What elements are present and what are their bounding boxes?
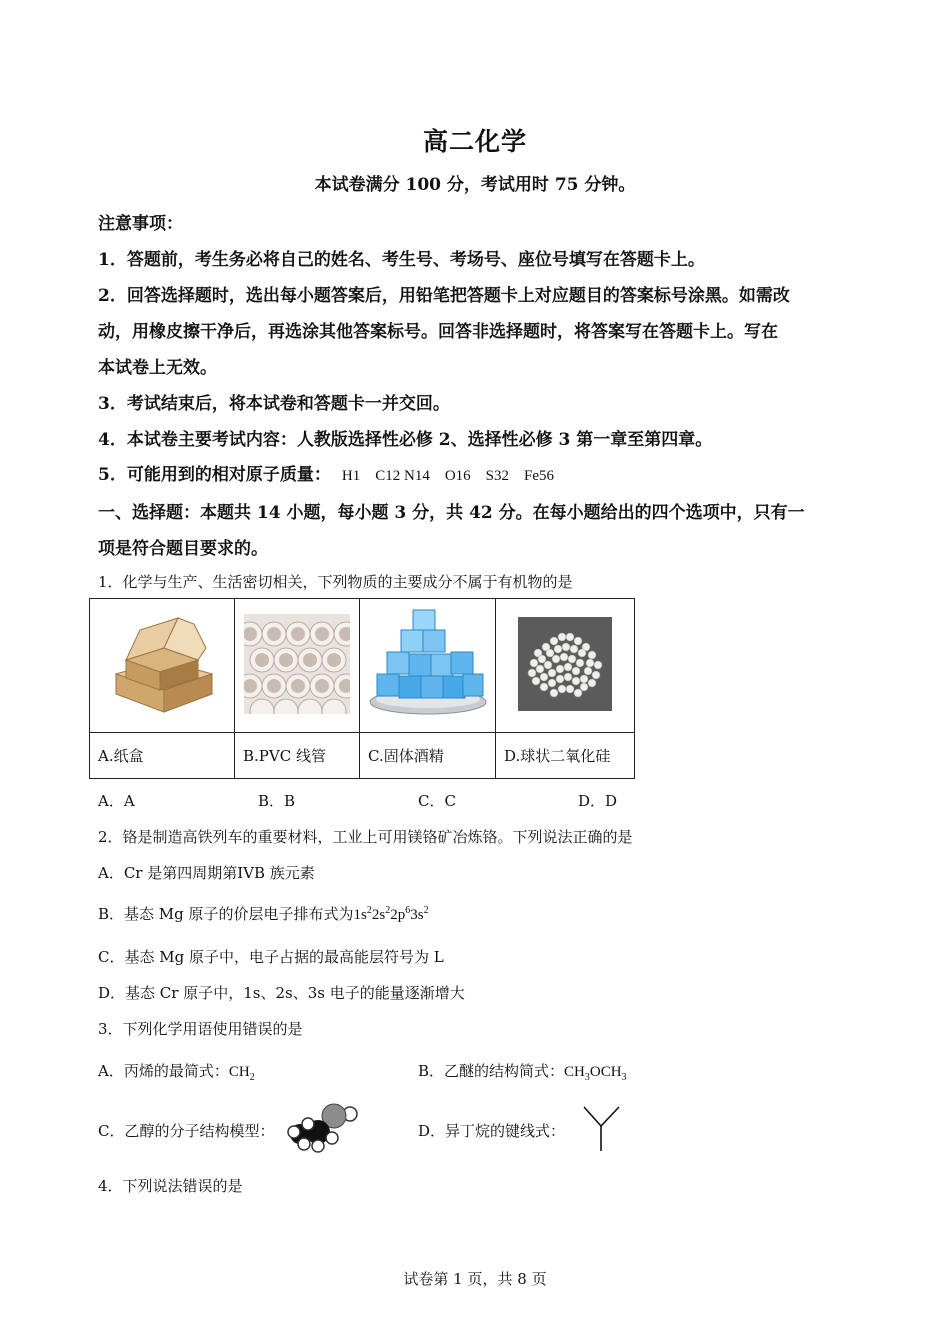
atomic-masses: H1 C12 N14 O16 S32 Fe56 xyxy=(341,468,555,484)
pvc-pipes-image xyxy=(244,614,350,714)
question-1-stem: 1．化学与生产、生活密切相关，下列物质的主要成分不属于有机物的是 xyxy=(98,573,573,591)
propene-empirical-formula: $CH_2$ xyxy=(228,1064,255,1083)
notice-item-5 xyxy=(98,460,554,485)
question-3-stem: 3．下列化学用语使用错误的是 xyxy=(98,1020,303,1038)
q1-option-c: C．C xyxy=(418,792,456,810)
ether-structural-formula: $CH_3OCH_3$ xyxy=(564,1064,627,1083)
electron-config-formula: $1s^22s^22p^63s^2$ xyxy=(353,905,429,923)
q3-option-b-text: B．乙醚的结构简式： xyxy=(418,1062,565,1080)
q1-cell-b-image xyxy=(235,599,360,733)
notice-heading: 注意事项： xyxy=(98,214,183,234)
exam-subtitle: 本试卷满分 100 分，考试用时 75 分钟。 xyxy=(314,175,636,195)
q1-option-d: D．D xyxy=(578,792,618,810)
question-4-stem: 4．下列说法错误的是 xyxy=(98,1177,243,1195)
section-1-heading-cont: 项是符合题目要求的。 xyxy=(98,539,268,559)
q3-option-d: D．异丁烷的键线式： xyxy=(418,1122,566,1140)
q1-label-b: B.PVC 线管 xyxy=(235,733,360,779)
section-1-heading: 一、选择题：本题共 14 小题，每小题 3 分，共 42 分。在每小题给出的四个选项中，只有一 xyxy=(98,503,805,523)
q2-option-c: C．基态 Mg 原子中，电子占据的最高能层符号为 L xyxy=(98,948,444,966)
notice-item-1: 1．答题前，考生务必将自己的姓名、考生号、考场号、座位号填写在答题卡上。 xyxy=(98,250,705,270)
q3-option-a-text: A．丙烯的最简式： xyxy=(98,1062,229,1080)
notice-item-3: 3．考试结束后，将本试卷和答题卡一并交回。 xyxy=(98,394,450,414)
q2-option-b xyxy=(98,903,429,924)
notice-item-2: 2．回答选择题时，选出每小题答案后，用铅笔把答题卡上对应题目的答案标号涂黑。如需改 xyxy=(98,286,790,306)
q1-cell-d-image xyxy=(496,599,635,733)
q1-option-a: A．A xyxy=(98,792,135,810)
q1-label-c: C.固体酒精 xyxy=(360,733,496,779)
notice-item-2-end: 本试卷上无效。 xyxy=(98,358,217,378)
q1-material-table xyxy=(89,598,635,779)
question-2-stem: 2．铬是制造高铁列车的重要材料，工业上可用镁铬矿冶炼铬。下列说法正确的是 xyxy=(98,828,633,846)
notice-item-5-label: 5．可能用到的相对原子质量： xyxy=(98,465,331,485)
notice-item-2-cont: 动，用橡皮擦干净后，再选涂其他答案标号。回答非选择题时，将答案写在答题卡上。写在 xyxy=(98,322,778,342)
page-title: 高二化学 xyxy=(422,127,527,156)
q3-option-b xyxy=(418,1060,627,1083)
page-footer: 试卷第 1 页，共 8 页 xyxy=(403,1270,547,1288)
q2-option-a: A．Cr 是第四周期第IVB 族元素 xyxy=(98,864,315,882)
solid-alcohol-image xyxy=(367,608,489,720)
q1-cell-c-image xyxy=(360,599,496,733)
q1-label-d: D.球状二氧化硅 xyxy=(496,733,635,779)
notice-item-4: 4．本试卷主要考试内容：人教版选择性必修 2、选择性必修 3 第一章至第四章。 xyxy=(98,430,713,450)
q3-option-c: C．乙醇的分子结构模型： xyxy=(98,1122,275,1140)
q3-option-a xyxy=(98,1060,255,1083)
q2-option-d: D．基态 Cr 原子中，1s、2s、3s 电子的能量逐渐增大 xyxy=(98,984,465,1002)
q1-label-a: A.纸盒 xyxy=(90,733,235,779)
isobutane-skeletal-formula xyxy=(580,1104,622,1154)
ethanol-ball-model-image xyxy=(282,1102,364,1156)
paper-box-image xyxy=(102,608,222,720)
q2-option-b-text: B．基态 Mg 原子的价层电子排布式为 xyxy=(98,905,354,923)
q1-cell-a-image xyxy=(90,599,235,733)
q1-option-b: B．B xyxy=(258,792,296,810)
silica-spheres-image xyxy=(518,617,612,711)
